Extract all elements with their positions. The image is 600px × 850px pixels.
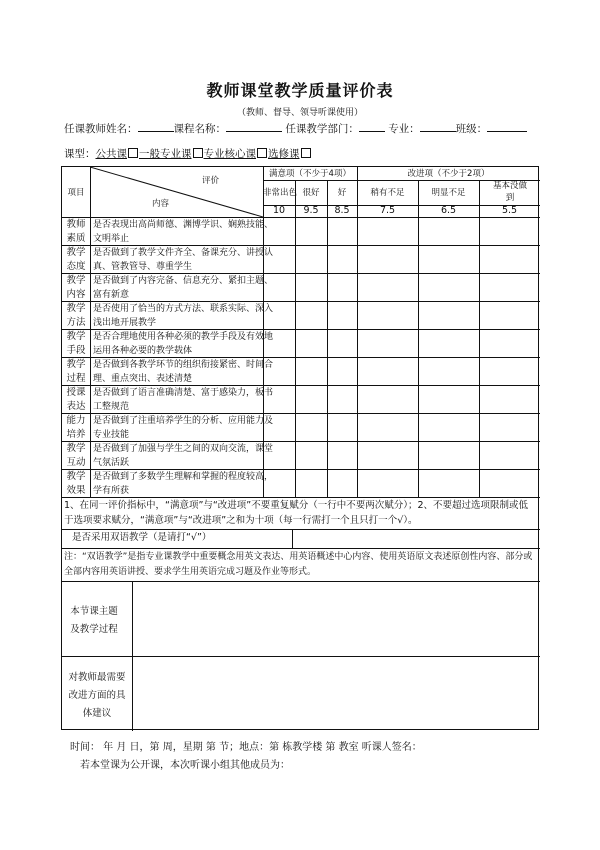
header-item: 项目	[67, 188, 85, 198]
score-7-5: 7.5	[379, 205, 396, 216]
score-6-5: 6.5	[440, 205, 457, 216]
row-criterion-ability: 是否做到了注重培养学生的分析、应用能力及专业技能	[93, 416, 274, 440]
class-label: 班级：	[455, 123, 488, 135]
row-criterion-process: 是否做到各教学环节的组织衔接紧密、时间合理、重点突出、表述清楚	[93, 360, 274, 384]
type-core-checkbox[interactable]	[257, 148, 267, 158]
header-eval: 评价	[202, 176, 220, 186]
row-criterion-method: 是否使用了恰当的方式方法、联系实际、深入浅出地开展教学	[93, 304, 274, 328]
row-criterion-attitude: 是否做到了教学文件齐全、备课充分、讲授认真、管教管导、尊重学生	[93, 248, 274, 272]
row-criterion-means: 是否合理地使用各种必须的教学手段及有效地运用各种必要的教学载体	[93, 332, 274, 356]
instructions-text: 1、在同一评价指标中，“满意项”与“改进项”不要重复赋分（一行中不要两次赋分）；2、不要超过选项限制或低于选项要求赋分，“满意项”与“改进项”之和为十项（每一行需打一个且只打一个√）。	[64, 500, 529, 526]
course-type-line	[64, 146, 312, 161]
row-criterion-content: 是否做到了内容完备、信息充分、紧扣主题、富有新意	[93, 276, 274, 300]
score-9-5: 9.5	[303, 205, 319, 216]
row-criterion-interaction: 是否做到了加强与学生之间的双向交流，课堂气氛活跃	[93, 444, 274, 468]
type-public-checkbox[interactable]	[128, 148, 138, 158]
type-public-label: 公共课	[95, 148, 127, 160]
major-label: 专业：	[388, 123, 420, 135]
row-criterion-expression: 是否做到了语言准确清楚、富于感染力，板书工整规范	[93, 388, 274, 412]
page-subtitle: （教师、督导、领导听课使用）	[236, 108, 363, 118]
level-not-done: 基本没做到	[493, 181, 528, 203]
bilingual-note: 注：“双语教学”是指专业课教学中重要概念用英文表达、用英语概述中心内容、使用英语原文表述原创性内容、部分或全部内容用英语讲授、要求学生用英语完成习题及作业等形式。	[64, 552, 533, 577]
row-item-means: 教学手段	[66, 331, 86, 356]
row-item-ability: 能力培养	[66, 415, 86, 440]
suggestion-label: 对教师最需要改进方面的具体建议	[68, 672, 126, 719]
bilingual-question: 是否采用双语教学（是请打“√”）	[72, 532, 212, 543]
level-slightly-lacking: 稍有不足	[370, 188, 405, 198]
score-8-5: 8.5	[334, 205, 350, 216]
row-item-method: 教学方法	[66, 303, 86, 328]
type-elective-checkbox[interactable]	[301, 148, 311, 158]
topic-input-area[interactable]	[133, 582, 539, 655]
header-satisfied: 满意项（不少于4项）	[269, 169, 351, 179]
row-item-attitude: 教学态度	[66, 247, 86, 272]
row-item-process: 教学过程	[66, 359, 86, 384]
row-criterion-teacher-quality: 是否表现出高尚师德、渊博学识、娴熟技能、文明举止	[93, 220, 274, 244]
footer-open-class: 若本堂课为公开课，本次听课小组其他成员为：	[80, 760, 290, 771]
score-5-5: 5.5	[501, 205, 518, 216]
header-diagonal	[90, 167, 263, 217]
course-name-field[interactable]	[226, 121, 282, 132]
level-clearly-lacking: 明显不足	[431, 188, 466, 198]
level-excellent: 非常出色	[263, 188, 298, 198]
row-item-teacher-quality: 教师素质	[66, 219, 86, 244]
dept-label: 任课教学部门：	[285, 123, 359, 135]
row-item-expression: 授课表达	[66, 387, 86, 412]
row-item-interaction: 教学互动	[66, 443, 86, 468]
row-item-effect: 教学效果	[66, 471, 86, 496]
footer-time-location: 时间： 年 月 日，第 周，星期 第 节；地点：第 栋教学楼 第 教室 听课人签名：	[70, 742, 422, 753]
type-general-checkbox[interactable]	[193, 148, 203, 158]
teacher-name-field[interactable]	[138, 121, 174, 132]
row-criterion-effect: 是否做到了多数学生理解和掌握的程度较高，学有所获	[93, 472, 274, 496]
suggestion-input-area[interactable]	[133, 657, 539, 730]
type-elective-label: 选修课	[268, 148, 300, 160]
major-field[interactable]	[420, 121, 456, 132]
row-item-content: 教学内容	[66, 275, 86, 300]
type-general-label: 一般专业课	[139, 148, 192, 160]
level-good: 好	[337, 188, 347, 198]
course-name-label: 课程名称：	[173, 123, 226, 135]
page-title: 教师课堂教学质量评价表	[206, 81, 394, 100]
dept-field[interactable]	[359, 121, 385, 132]
teacher-name-label: 任课教师姓名：	[64, 123, 138, 135]
header-improve: 改进项（不少于2项）	[407, 169, 490, 179]
class-field[interactable]	[487, 121, 527, 132]
info-line	[64, 121, 527, 136]
level-very-good: 很好	[302, 188, 320, 198]
type-core-label: 专业核心课	[203, 148, 256, 160]
header-content: 内容	[152, 199, 170, 209]
evaluation-table	[61, 166, 539, 730]
score-10: 10	[272, 205, 286, 216]
course-type-label: 课型：	[64, 148, 96, 160]
topic-label: 本节课主题及教学过程	[70, 606, 118, 635]
